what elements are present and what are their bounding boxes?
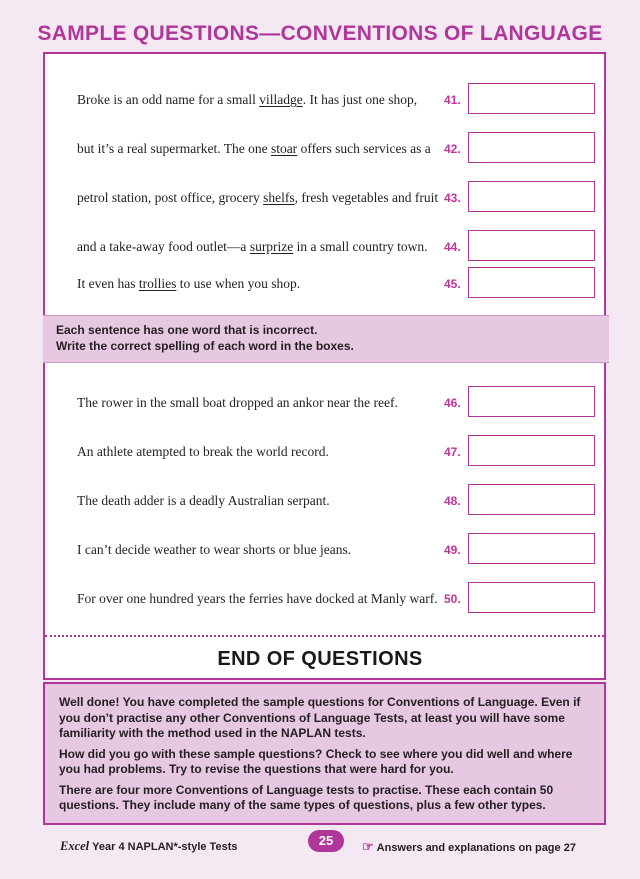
- underlined-word: stoar: [270, 141, 298, 156]
- answers-reference: ☞ Answers and explanations on page 27: [362, 839, 576, 854]
- question-47-sentence: An athlete atempted to break the world record.: [77, 444, 329, 459]
- question-42: [77, 132, 597, 166]
- page-number: 25: [308, 830, 344, 852]
- info-paragraph: Well done! You have completed the sample questions for Conventions of Language. Even if you don’t practise any other Conventions of Language Tests, at least you will have some familiarity with the method used in the NAPLAN tests.: [59, 695, 581, 740]
- info-paragraph: There are four more Conventions of Language tests to practise. These each contain 50 questions. They include many of the same types of questions, plus a few other types.: [59, 782, 554, 812]
- question-number: 48.: [444, 494, 461, 508]
- answer-box-50[interactable]: [468, 582, 595, 613]
- question-41: [77, 83, 597, 117]
- footer-series: Excel Year 4 NAPLAN*-style Tests: [60, 839, 238, 853]
- question-50: [77, 582, 597, 616]
- instruction-line: Each sentence has one word that is incorrect.: [56, 323, 318, 337]
- instructions-panel: [43, 315, 609, 363]
- answer-box-45[interactable]: [468, 267, 595, 298]
- question-47: [77, 435, 597, 469]
- info-paragraph: How did you go with these sample questions? Check to see where you did well and where you had problems. Try to revise the questions that were hard for you.: [59, 746, 573, 776]
- pointing-hand-icon: ☞: [362, 839, 374, 854]
- answer-box-49[interactable]: [468, 533, 595, 564]
- question-50-sentence: For over one hundred years the ferries have docked at Manly warf.: [77, 591, 438, 606]
- end-heading: END OF QUESTIONS: [217, 648, 423, 670]
- question-49: [77, 533, 597, 567]
- question-42-sentence: but it’s a real supermarket. The one stoar offers such services as a: [77, 141, 431, 156]
- question-45-sentence: It even has trollies to use when you shop.: [77, 276, 301, 291]
- question-45: [77, 267, 597, 301]
- question-number: 44.: [444, 240, 461, 254]
- instruction-line: Write the correct spelling of each word in the boxes.: [56, 339, 354, 353]
- dotted-divider: [45, 635, 604, 637]
- question-number: 47.: [444, 445, 461, 459]
- question-43-sentence: petrol station, post office, grocery shelfs, fresh vegetables and fruit: [77, 190, 439, 205]
- question-number: 50.: [444, 592, 461, 606]
- underlined-word: shelfs: [263, 190, 295, 205]
- answer-box-48[interactable]: [468, 484, 595, 515]
- answer-box-41[interactable]: [468, 83, 595, 114]
- question-number: 49.: [444, 543, 461, 557]
- info-panel: [43, 682, 606, 825]
- underlined-word: surprize: [249, 239, 294, 254]
- question-48: [77, 484, 597, 518]
- answer-box-46[interactable]: [468, 386, 595, 417]
- answer-box-44[interactable]: [468, 230, 595, 261]
- question-43: [77, 181, 597, 215]
- answer-box-42[interactable]: [468, 132, 595, 163]
- underlined-word: villadge: [259, 92, 303, 107]
- question-number: 42.: [444, 142, 461, 156]
- excel-logo: Excel: [60, 839, 90, 853]
- question-number: 46.: [444, 396, 461, 410]
- question-44: [77, 230, 597, 264]
- answer-box-43[interactable]: [468, 181, 595, 212]
- question-49-sentence: I can’t decide weather to wear shorts or blue jeans.: [77, 542, 352, 557]
- question-number: 41.: [444, 93, 461, 107]
- underlined-word: trollies: [138, 276, 177, 291]
- question-number: 45.: [444, 277, 461, 291]
- question-number: 43.: [444, 191, 461, 205]
- question-44-sentence: and a take-away food outlet—a surprize in a small country town.: [77, 239, 428, 254]
- page-footer: [0, 830, 640, 860]
- question-48-sentence: The death adder is a deadly Australian serpant.: [77, 493, 330, 508]
- question-41-sentence: Broke is an odd name for a small villadge. It has just one shop,: [77, 92, 418, 107]
- question-46-sentence: The rower in the small boat dropped an ankor near the reef.: [77, 395, 398, 410]
- answer-box-47[interactable]: [468, 435, 595, 466]
- page-title: SAMPLE QUESTIONS—CONVENTIONS OF LANGUAGE: [37, 22, 603, 45]
- question-46: [77, 386, 597, 420]
